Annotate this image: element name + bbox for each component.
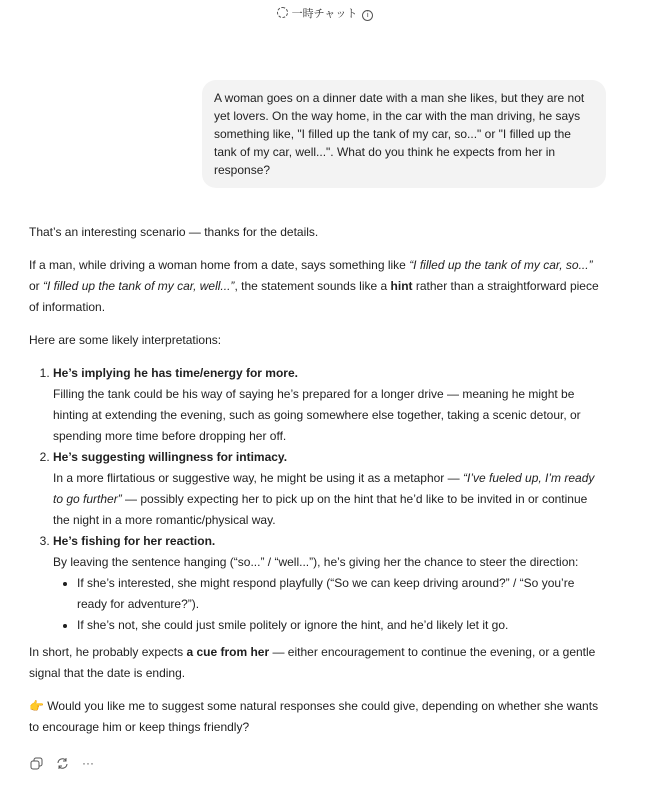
paragraph: Here are some likely interpretations:	[29, 333, 222, 347]
list-item: 3. He’s fishing for her reaction. By leaving the sentence hanging (“so...” / “well...”), he’s giving her the chance to steer the direction: • If she’s interested, she might respond playfully (“So we can keep driving around?” / “So you’re ready for adventure?”). • If she’s not, she could just smile politely or ignore the hint, and he’d likely let it go.	[53, 531, 604, 636]
header-title: 一時チャット	[291, 8, 358, 20]
bullet-item: • If she’s interested, she might respond playfully (“So we can keep driving around?” / “So you’re ready for adventure?”).	[77, 573, 604, 615]
user-message: A woman goes on a dinner date with a man she likes, but they are not yet lovers. On the way home, in the car with the man driving, he says something like, "I filled up the tank of my car, so..." or "I filled up the tank of my car, well...". What do you think he expects from her in response?	[202, 80, 606, 188]
regenerate-icon[interactable]	[55, 756, 69, 770]
paragraph: 👉 Would you like me to suggest some natural responses she could give, depending on whether she wants to encourage him or keep things friendly?	[29, 699, 599, 734]
bullet-item: • If she’s not, she could just smile politely or ignore the hint, and he’d likely let it go.	[77, 615, 604, 636]
assistant-response	[29, 222, 604, 750]
chat-header	[0, 5, 650, 21]
temporary-chat-icon	[277, 7, 288, 18]
pointing-hand-icon: 👉	[29, 699, 44, 713]
interpretation-list	[29, 363, 604, 636]
paragraph: In short, he probably expects a cue from her — either encouragement to continue the evening, or a gentle signal that the date is ending.	[29, 645, 596, 680]
message-actions	[29, 756, 95, 770]
paragraph: That’s an interesting scenario — thanks for the details.	[29, 225, 319, 239]
list-item: 2. He’s suggesting willingness for intimacy. In a more flirtatious or suggestive way, he might be using it as a metaphor — “I’ve fueled up, I’m ready to go further” — possibly expecting her to pick up on the hint that he’d like to be invited in or continue the night in a more romantic/physical way.	[53, 447, 604, 531]
copy-icon[interactable]	[29, 756, 43, 770]
paragraph: If a man, while driving a woman home from a date, says something like “I filled up the tank of my car, so...” or “I filled up the tank of my car, well...”, the statement sounds like a hint rather than a straightforward piece of information.	[29, 258, 599, 314]
info-icon[interactable]: i	[362, 10, 373, 21]
more-options-icon[interactable]: ···	[82, 756, 94, 770]
list-item: 1. He’s implying he has time/energy for more. Filling the tank could be his way of saying he’s prepared for a longer drive — meaning he might be hinting at extending the evening, such as going somewhere else together, taking a scenic detour, or spending more time before dropping her off.	[53, 363, 604, 447]
